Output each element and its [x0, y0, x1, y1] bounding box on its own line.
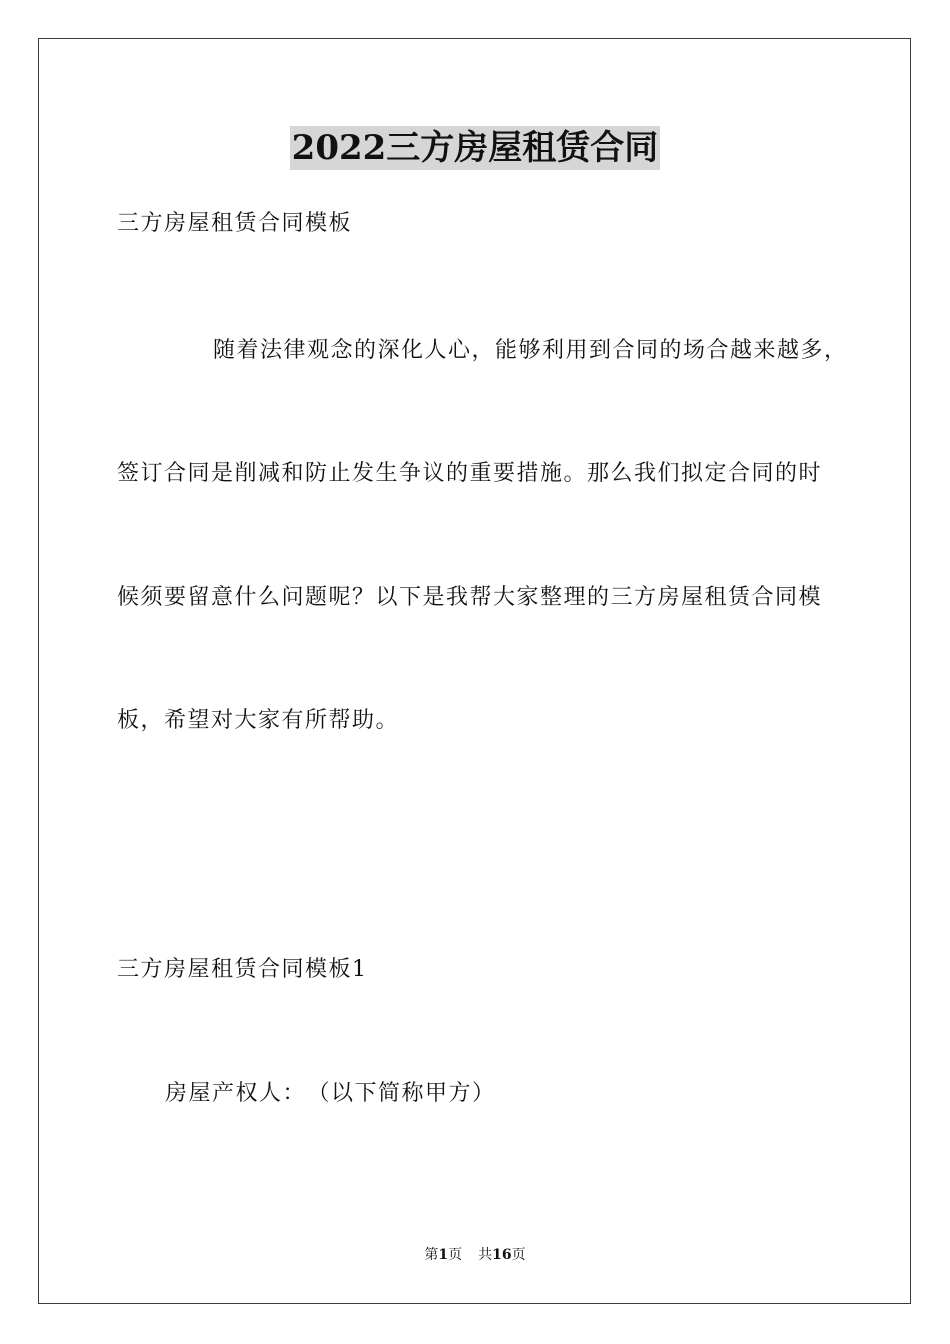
footer-page-suffix: 页	[448, 1247, 463, 1263]
intro-line-2: 签订合同是削减和防止发生争议的重要措施。那么我们拟定合同的时	[117, 461, 823, 486]
footer-page-prefix: 第	[424, 1247, 439, 1263]
footer-page-number: 1	[438, 1247, 449, 1263]
footer-total-prefix: 共	[478, 1247, 493, 1263]
document-title: 2022三方房屋租赁合同	[291, 128, 659, 168]
page-footer	[0, 1245, 950, 1265]
footer-total-pages: 16	[492, 1247, 512, 1263]
document-subtitle: 三方房屋租赁合同模板	[117, 211, 353, 236]
section-heading: 三方房屋租赁合同模板1	[117, 957, 368, 982]
landlord-party-line: 房屋产权人： （以下简称甲方）	[165, 1081, 496, 1106]
intro-line-1: 随着法律观念的深化人心，能够利用到合同的场合越来越多，	[213, 338, 848, 363]
title-container	[0, 126, 950, 170]
footer-total-suffix: 页	[511, 1247, 526, 1263]
intro-line-4: 板，希望对大家有所帮助。	[117, 708, 400, 733]
intro-line-3: 候须要留意什么问题呢？以下是我帮大家整理的三方房屋租赁合同模	[117, 585, 823, 610]
